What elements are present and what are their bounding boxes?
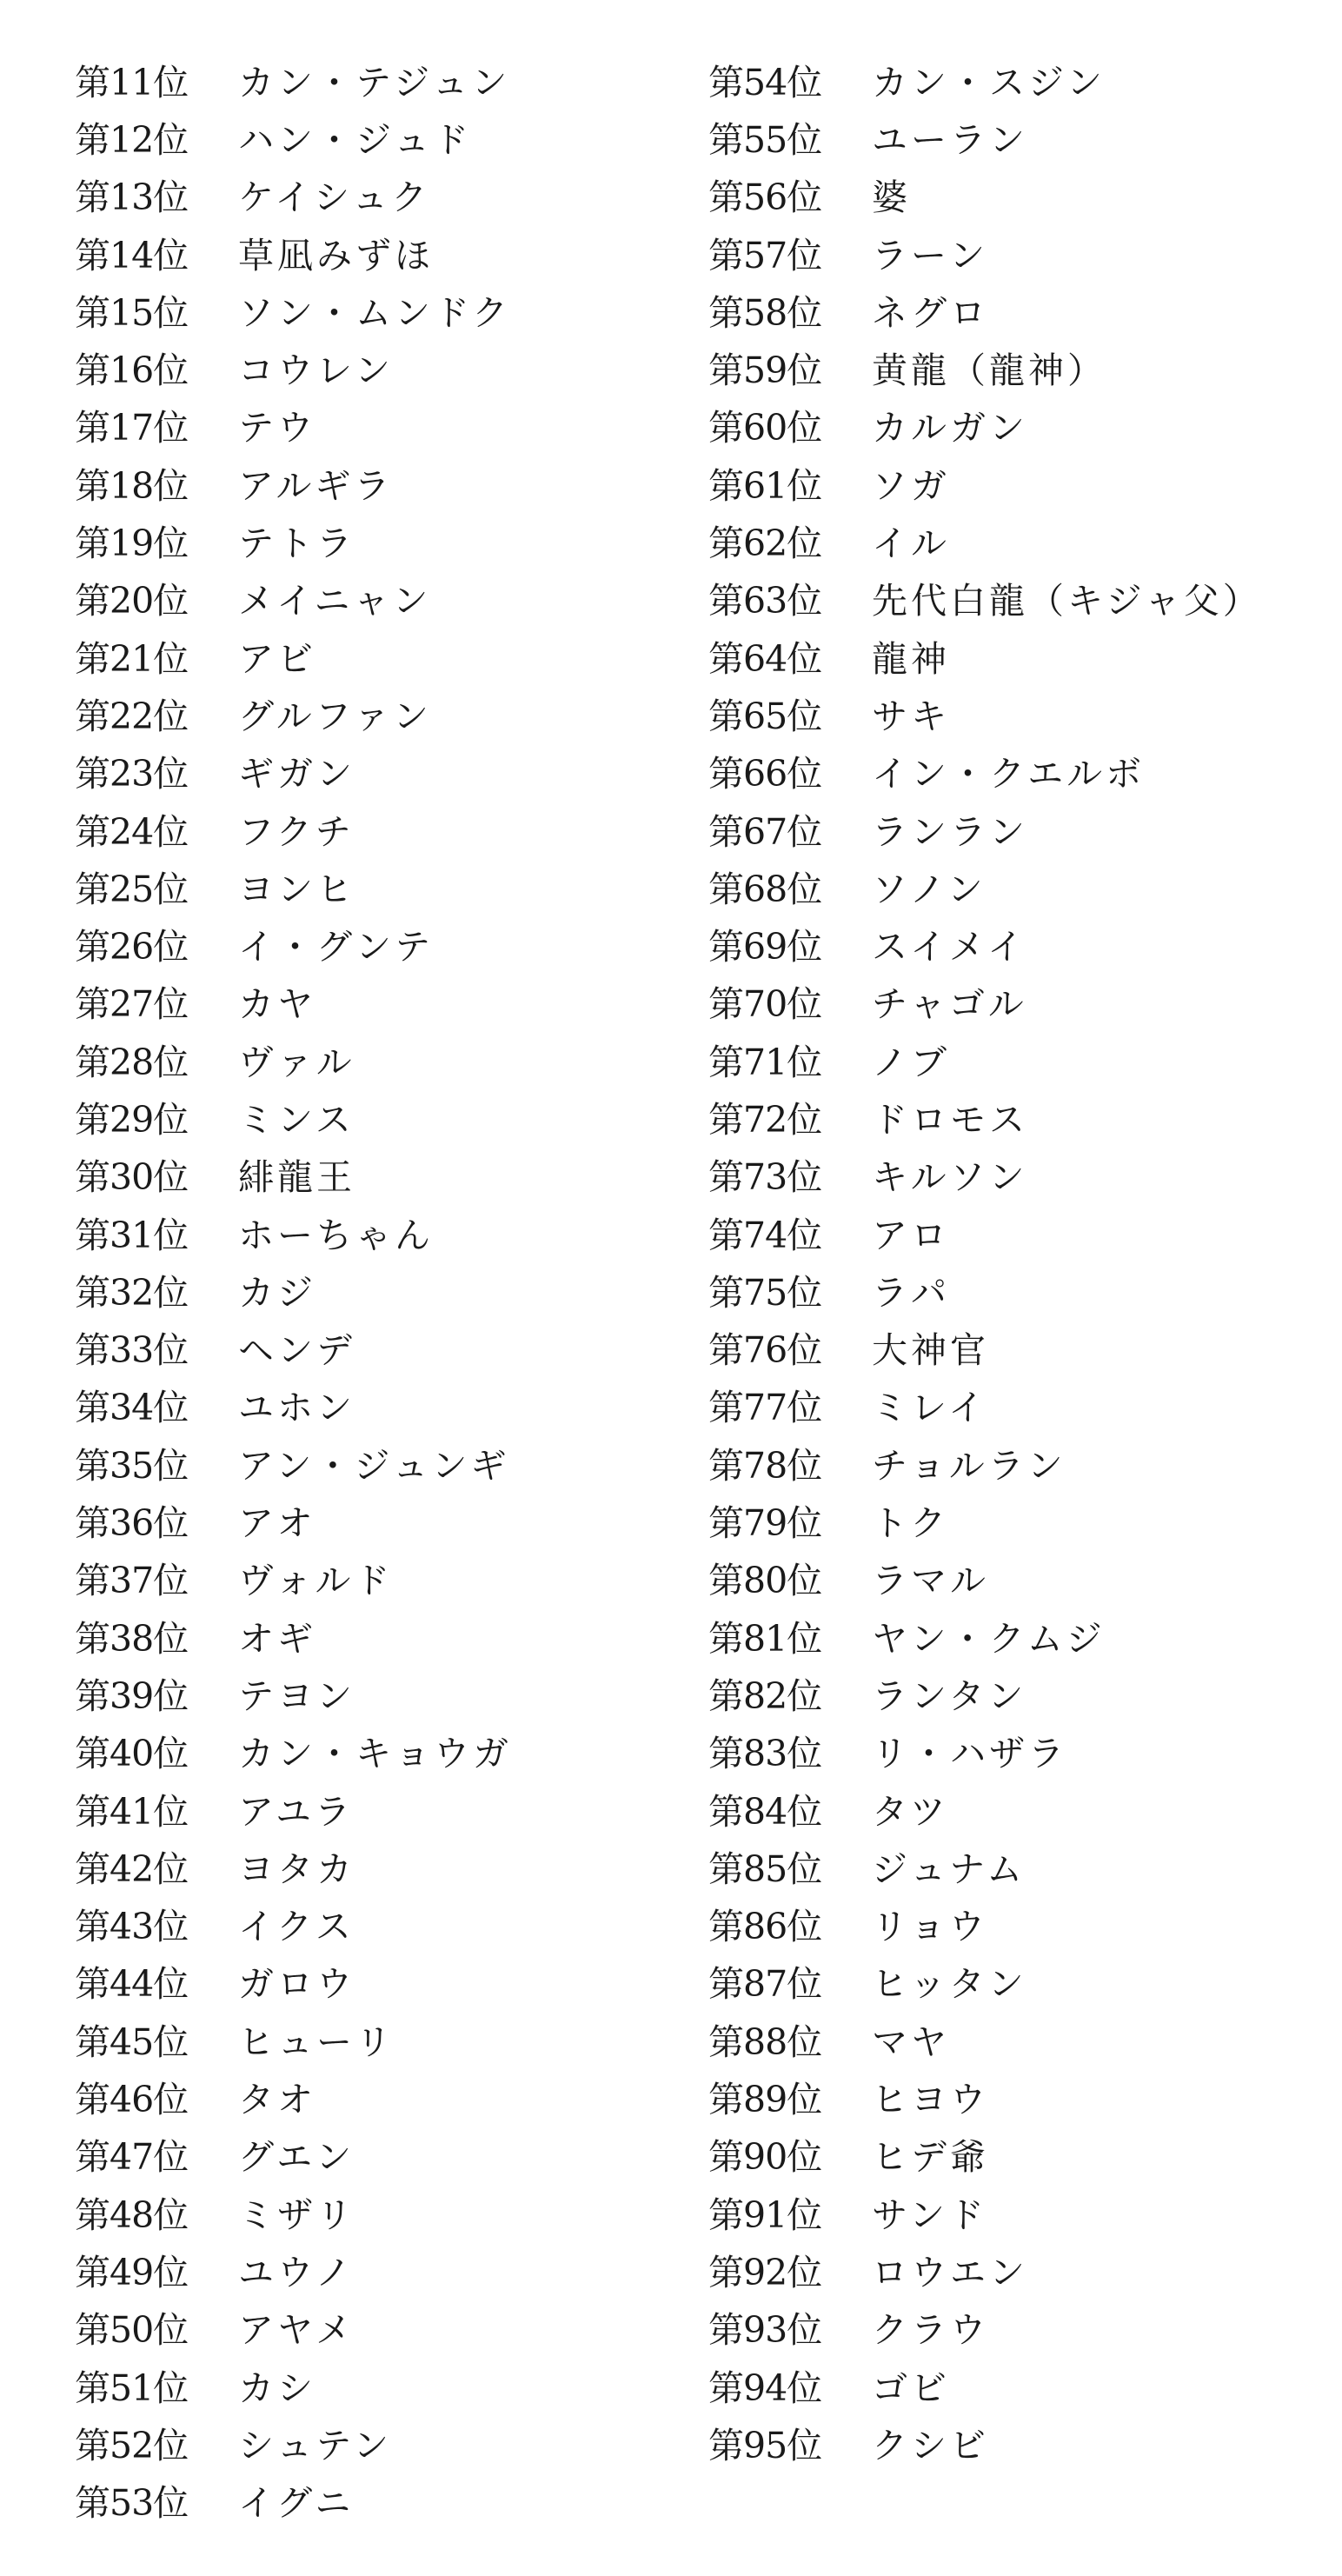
ranking-entry [75,2129,512,2187]
rank-label: 第68位 [708,868,822,910]
character-name: ラマル [872,1560,989,1602]
rank-label: 第81位 [708,1617,822,1660]
rank-label: 第29位 [75,1098,189,1141]
character-name: オギ [238,1617,316,1660]
ranking-entry [708,2302,1262,2360]
character-name: サキ [872,695,950,737]
rank-label: 第64位 [708,637,822,680]
character-name: ソン・ムンドク [238,291,512,334]
rank-label: 第15位 [75,291,189,334]
ranking-entry [708,1726,1262,1783]
ranking-entry [75,2302,512,2360]
character-name: ヒューリ [238,2020,395,2063]
ranking-entry [75,1667,512,1725]
ranking-entry [75,2071,512,2128]
character-name: テトラ [238,523,355,565]
rank-label: 第16位 [75,349,189,392]
rank-label: 第95位 [708,2424,822,2466]
character-name: マヤ [872,2020,950,2063]
ranking-entry [708,1494,1262,1552]
character-name: シュテン [238,2424,393,2466]
ranking-entry [708,284,1262,342]
ranking-entry [75,1091,512,1148]
ranking-entry [708,1667,1262,1725]
rank-label: 第72位 [708,1098,822,1141]
rank-label: 第25位 [75,868,189,910]
rank-label: 第75位 [708,1271,822,1314]
ranking-entry [75,515,512,572]
character-name: アロ [872,1214,950,1256]
ranking-entry [75,227,512,284]
rank-label: 第67位 [708,810,822,853]
rank-label: 第36位 [75,1502,189,1545]
rank-label: 第40位 [75,1733,189,1775]
ranking-entry [75,573,512,630]
rank-label: 第71位 [708,1041,822,1083]
ranking-entry [75,2417,512,2474]
ranking-entry [708,1322,1262,1380]
ranking-entry [708,803,1262,861]
ranking-entry [75,1322,512,1380]
rank-label: 第61位 [708,464,822,507]
ranking-entry [708,54,1262,111]
ranking-entry [75,54,512,111]
character-name: ガロウ [238,1963,355,2006]
character-name: ヒヨウ [872,2079,989,2121]
rank-label: 第87位 [708,1963,822,2006]
character-name: ランタン [872,1674,1027,1717]
ranking-entry [75,2360,512,2417]
ranking-entry [75,976,512,1034]
character-name: アユラ [238,1790,354,1833]
ranking-entry [708,1207,1262,1264]
ranking-entry [708,976,1262,1034]
character-name: グルファン [238,695,432,737]
ranking-entry [708,227,1262,284]
ranking-entry [75,2244,512,2301]
ranking-entry [75,803,512,861]
ranking-entry [75,1149,512,1207]
ranking-entry [708,2360,1262,2417]
rank-label: 第21位 [75,637,189,680]
rank-label: 第44位 [75,1963,189,2006]
rank-label: 第70位 [708,983,822,1026]
ranking-entry [75,111,512,169]
character-name: ソノン [872,868,987,910]
rank-label: 第69位 [708,926,822,968]
character-name: カジ [238,1271,316,1314]
character-name: フクチ [238,810,355,853]
rank-label: 第66位 [708,753,822,795]
character-name: アルギラ [238,464,394,507]
ranking-entry [75,1207,512,1264]
character-name: イクス [238,1906,355,1948]
ranking-entry [75,1610,512,1667]
rank-label: 第20位 [75,580,189,622]
ranking-entry [708,2071,1262,2128]
character-name: ジュナム [872,1847,1026,1890]
ranking-entry [708,1034,1262,1091]
ranking-entry [708,1783,1262,1840]
character-name: 婆 [872,176,911,219]
rank-label: 第92位 [708,2251,822,2293]
ranking-entry [708,1610,1262,1667]
rank-label: 第23位 [75,753,189,795]
ranking-column-right [708,54,1262,2474]
ranking-entry [75,688,512,745]
rank-label: 第82位 [708,1674,822,1717]
character-name: ケイシュク [238,176,431,219]
ranking-entry [708,688,1262,745]
ranking-entry [708,746,1262,803]
rank-label: 第18位 [75,464,189,507]
rank-label: 第24位 [75,810,189,853]
ranking-entry [75,1783,512,1840]
rank-label: 第49位 [75,2251,189,2293]
ranking-column-left [75,54,512,2533]
ranking-entry [75,746,512,803]
character-name: ラパ [872,1271,950,1314]
rank-label: 第90位 [708,2136,822,2179]
ranking-entry [708,2187,1262,2244]
character-name: 大神官 [872,1329,989,1372]
character-name: コウレン [238,349,394,392]
rank-label: 第53位 [75,2482,189,2525]
character-name: 緋龍王 [238,1156,355,1199]
character-name: ヒデ爺 [872,2136,989,2179]
rank-label: 第50位 [75,2309,189,2352]
character-name: キルソン [872,1156,1028,1199]
character-name: ミレイ [872,1387,987,1429]
ranking-entry [75,861,512,918]
ranking-entry [75,2014,512,2071]
rank-label: 第74位 [708,1214,822,1256]
character-name: イル [872,523,950,565]
character-name: クラウ [872,2309,989,2352]
character-name: イグニ [238,2482,355,2525]
character-name: カン・スジン [872,61,1106,103]
ranking-entry [708,1956,1262,2014]
ranking-entry [75,2187,512,2244]
rank-label: 第63位 [708,580,822,622]
character-name: ドロモス [872,1098,1028,1141]
ranking-entry [708,2417,1262,2474]
rank-label: 第48位 [75,2193,189,2236]
ranking-entry [708,111,1262,169]
character-name: テヨン [238,1674,355,1717]
ranking-entry [75,1437,512,1494]
rank-label: 第79位 [708,1502,822,1545]
character-name: ユーラン [872,118,1028,161]
character-name: ヴォルド [238,1560,394,1602]
rank-label: 第94位 [708,2366,822,2409]
character-name: ヘンデ [238,1329,355,1372]
character-name: ホーちゃん [238,1214,434,1256]
ranking-entry [75,1840,512,1898]
ranking-entry [75,400,512,457]
rank-label: 第34位 [75,1387,189,1429]
rank-label: 第30位 [75,1156,189,1199]
rank-label: 第77位 [708,1387,822,1429]
ranking-entry [75,1034,512,1091]
character-name: タツ [872,1790,949,1833]
ranking-entry [75,1553,512,1610]
rank-label: 第80位 [708,1560,822,1602]
rank-label: 第41位 [75,1790,189,1833]
rank-label: 第43位 [75,1906,189,1948]
rank-label: 第19位 [75,523,189,565]
character-name: アン・ジュンギ [238,1444,510,1487]
rank-label: 第88位 [708,2020,822,2063]
rank-label: 第57位 [708,234,822,276]
rank-label: 第26位 [75,926,189,968]
character-name: ランラン [872,810,1028,853]
ranking-entry [708,2129,1262,2187]
character-name: クシビ [872,2424,989,2466]
rank-label: 第13位 [75,176,189,219]
rank-label: 第54位 [708,61,822,103]
ranking-entry [708,342,1262,399]
rank-label: 第65位 [708,695,822,737]
character-name: テウ [238,407,316,449]
ranking-entry [708,515,1262,572]
rank-label: 第85位 [708,1847,822,1890]
ranking-entry [708,2014,1262,2071]
rank-label: 第51位 [75,2366,189,2409]
character-name: ネグロ [872,291,989,334]
rank-label: 第86位 [708,1906,822,1948]
rank-label: 第73位 [708,1156,822,1199]
rank-label: 第47位 [75,2136,189,2179]
rank-label: 第14位 [75,234,189,276]
rank-label: 第42位 [75,1847,189,1890]
character-name: イン・クエルボ [872,753,1146,795]
character-name: カン・テジュン [238,61,511,103]
character-name: ラーン [872,234,989,276]
character-name: カヤ [238,983,316,1026]
rank-label: 第45位 [75,2020,189,2063]
character-name: ヨタカ [238,1847,355,1890]
ranking-entry [75,2474,512,2532]
character-name: ユホン [238,1387,355,1429]
rank-label: 第37位 [75,1560,189,1602]
rank-label: 第33位 [75,1329,189,1372]
rank-label: 第38位 [75,1617,189,1660]
character-name: ミザリ [238,2193,355,2236]
character-name: メイニャン [238,580,432,622]
ranking-entry [708,1264,1262,1321]
character-name: ヤン・クムジ [872,1617,1106,1660]
character-name: グエン [238,2136,355,2179]
rank-label: 第17位 [75,407,189,449]
ranking-entry [708,457,1262,515]
rank-label: 第83位 [708,1733,822,1775]
rank-label: 第22位 [75,695,189,737]
ranking-entry [75,342,512,399]
ranking-entry [708,170,1262,227]
rank-label: 第28位 [75,1041,189,1083]
ranking-entry [75,918,512,975]
character-name: チャゴル [872,983,1027,1026]
ranking-entry [75,1380,512,1437]
character-name: ノブ [872,1041,950,1083]
rank-label: 第60位 [708,407,822,449]
character-name: アオ [238,1502,316,1545]
ranking-entry [75,1494,512,1552]
rank-label: 第27位 [75,983,189,1026]
rank-label: 第89位 [708,2079,822,2121]
character-name: ソガ [872,464,950,507]
character-name: ヒッタン [872,1963,1027,2006]
rank-label: 第62位 [708,523,822,565]
character-name: ユウノ [238,2251,355,2293]
character-name: リョウ [872,1906,988,1948]
rank-label: 第93位 [708,2309,822,2352]
rank-label: 第59位 [708,349,822,392]
ranking-entry [708,1899,1262,1956]
ranking-entry [708,918,1262,975]
character-name: サンド [872,2193,987,2236]
ranking-entry [708,1149,1262,1207]
character-name: ギガン [238,753,355,795]
character-name: イ・グンテ [238,926,434,968]
rank-label: 第55位 [708,118,822,161]
character-name: カルガン [872,407,1028,449]
ranking-entry [708,1437,1262,1494]
rank-label: 第31位 [75,1214,189,1256]
rank-label: 第32位 [75,1271,189,1314]
ranking-entry [708,400,1262,457]
character-name: 先代白龍（キジャ父） [872,580,1262,622]
character-name: カシ [238,2366,316,2409]
ranking-entry [708,1553,1262,1610]
ranking-entry [75,457,512,515]
ranking-entry [708,1091,1262,1148]
rank-label: 第12位 [75,118,189,161]
rank-label: 第58位 [708,291,822,334]
ranking-entry [708,1380,1262,1437]
rank-label: 第76位 [708,1329,822,1372]
ranking-entry [708,2244,1262,2301]
rank-label: 第46位 [75,2079,189,2121]
character-name: タオ [238,2079,316,2121]
rank-label: 第11位 [75,61,189,103]
rank-label: 第39位 [75,1674,189,1717]
character-name: ハン・ジュド [238,118,473,161]
character-name: 草凪みずほ [238,234,434,276]
character-name: アヤメ [238,2309,355,2352]
ranking-entry [75,1264,512,1321]
rank-label: 第56位 [708,176,822,219]
character-name: スイメイ [872,926,1026,968]
ranking-entry [75,284,512,342]
ranking-entry [75,170,512,227]
ranking-entry [708,630,1262,688]
character-name: ミンス [238,1098,355,1141]
ranking-entry [708,861,1262,918]
ranking-entry [708,573,1262,630]
rank-label: 第84位 [708,1790,822,1833]
ranking-entry [708,1840,1262,1898]
ranking-entry [75,1899,512,1956]
rank-label: 第52位 [75,2424,189,2466]
rank-label: 第91位 [708,2193,822,2236]
character-name: ロウエン [872,2251,1028,2293]
rank-label: 第78位 [708,1444,822,1487]
character-name: チョルラン [872,1444,1066,1487]
ranking-entry [75,630,512,688]
character-name: ヨンヒ [238,868,355,910]
character-name: トク [872,1502,950,1545]
character-name: ゴビ [872,2366,950,2409]
character-name: ヴァル [238,1041,355,1083]
ranking-entry [75,1956,512,2014]
character-name: 黄龍（龍神） [872,349,1106,392]
rank-label: 第35位 [75,1444,189,1487]
character-name: リ・ハザラ [872,1733,1067,1775]
ranking-entry [75,1726,512,1783]
character-name: アビ [238,637,316,680]
character-name: 龍神 [872,637,950,680]
character-name: カン・キョウガ [238,1733,512,1775]
